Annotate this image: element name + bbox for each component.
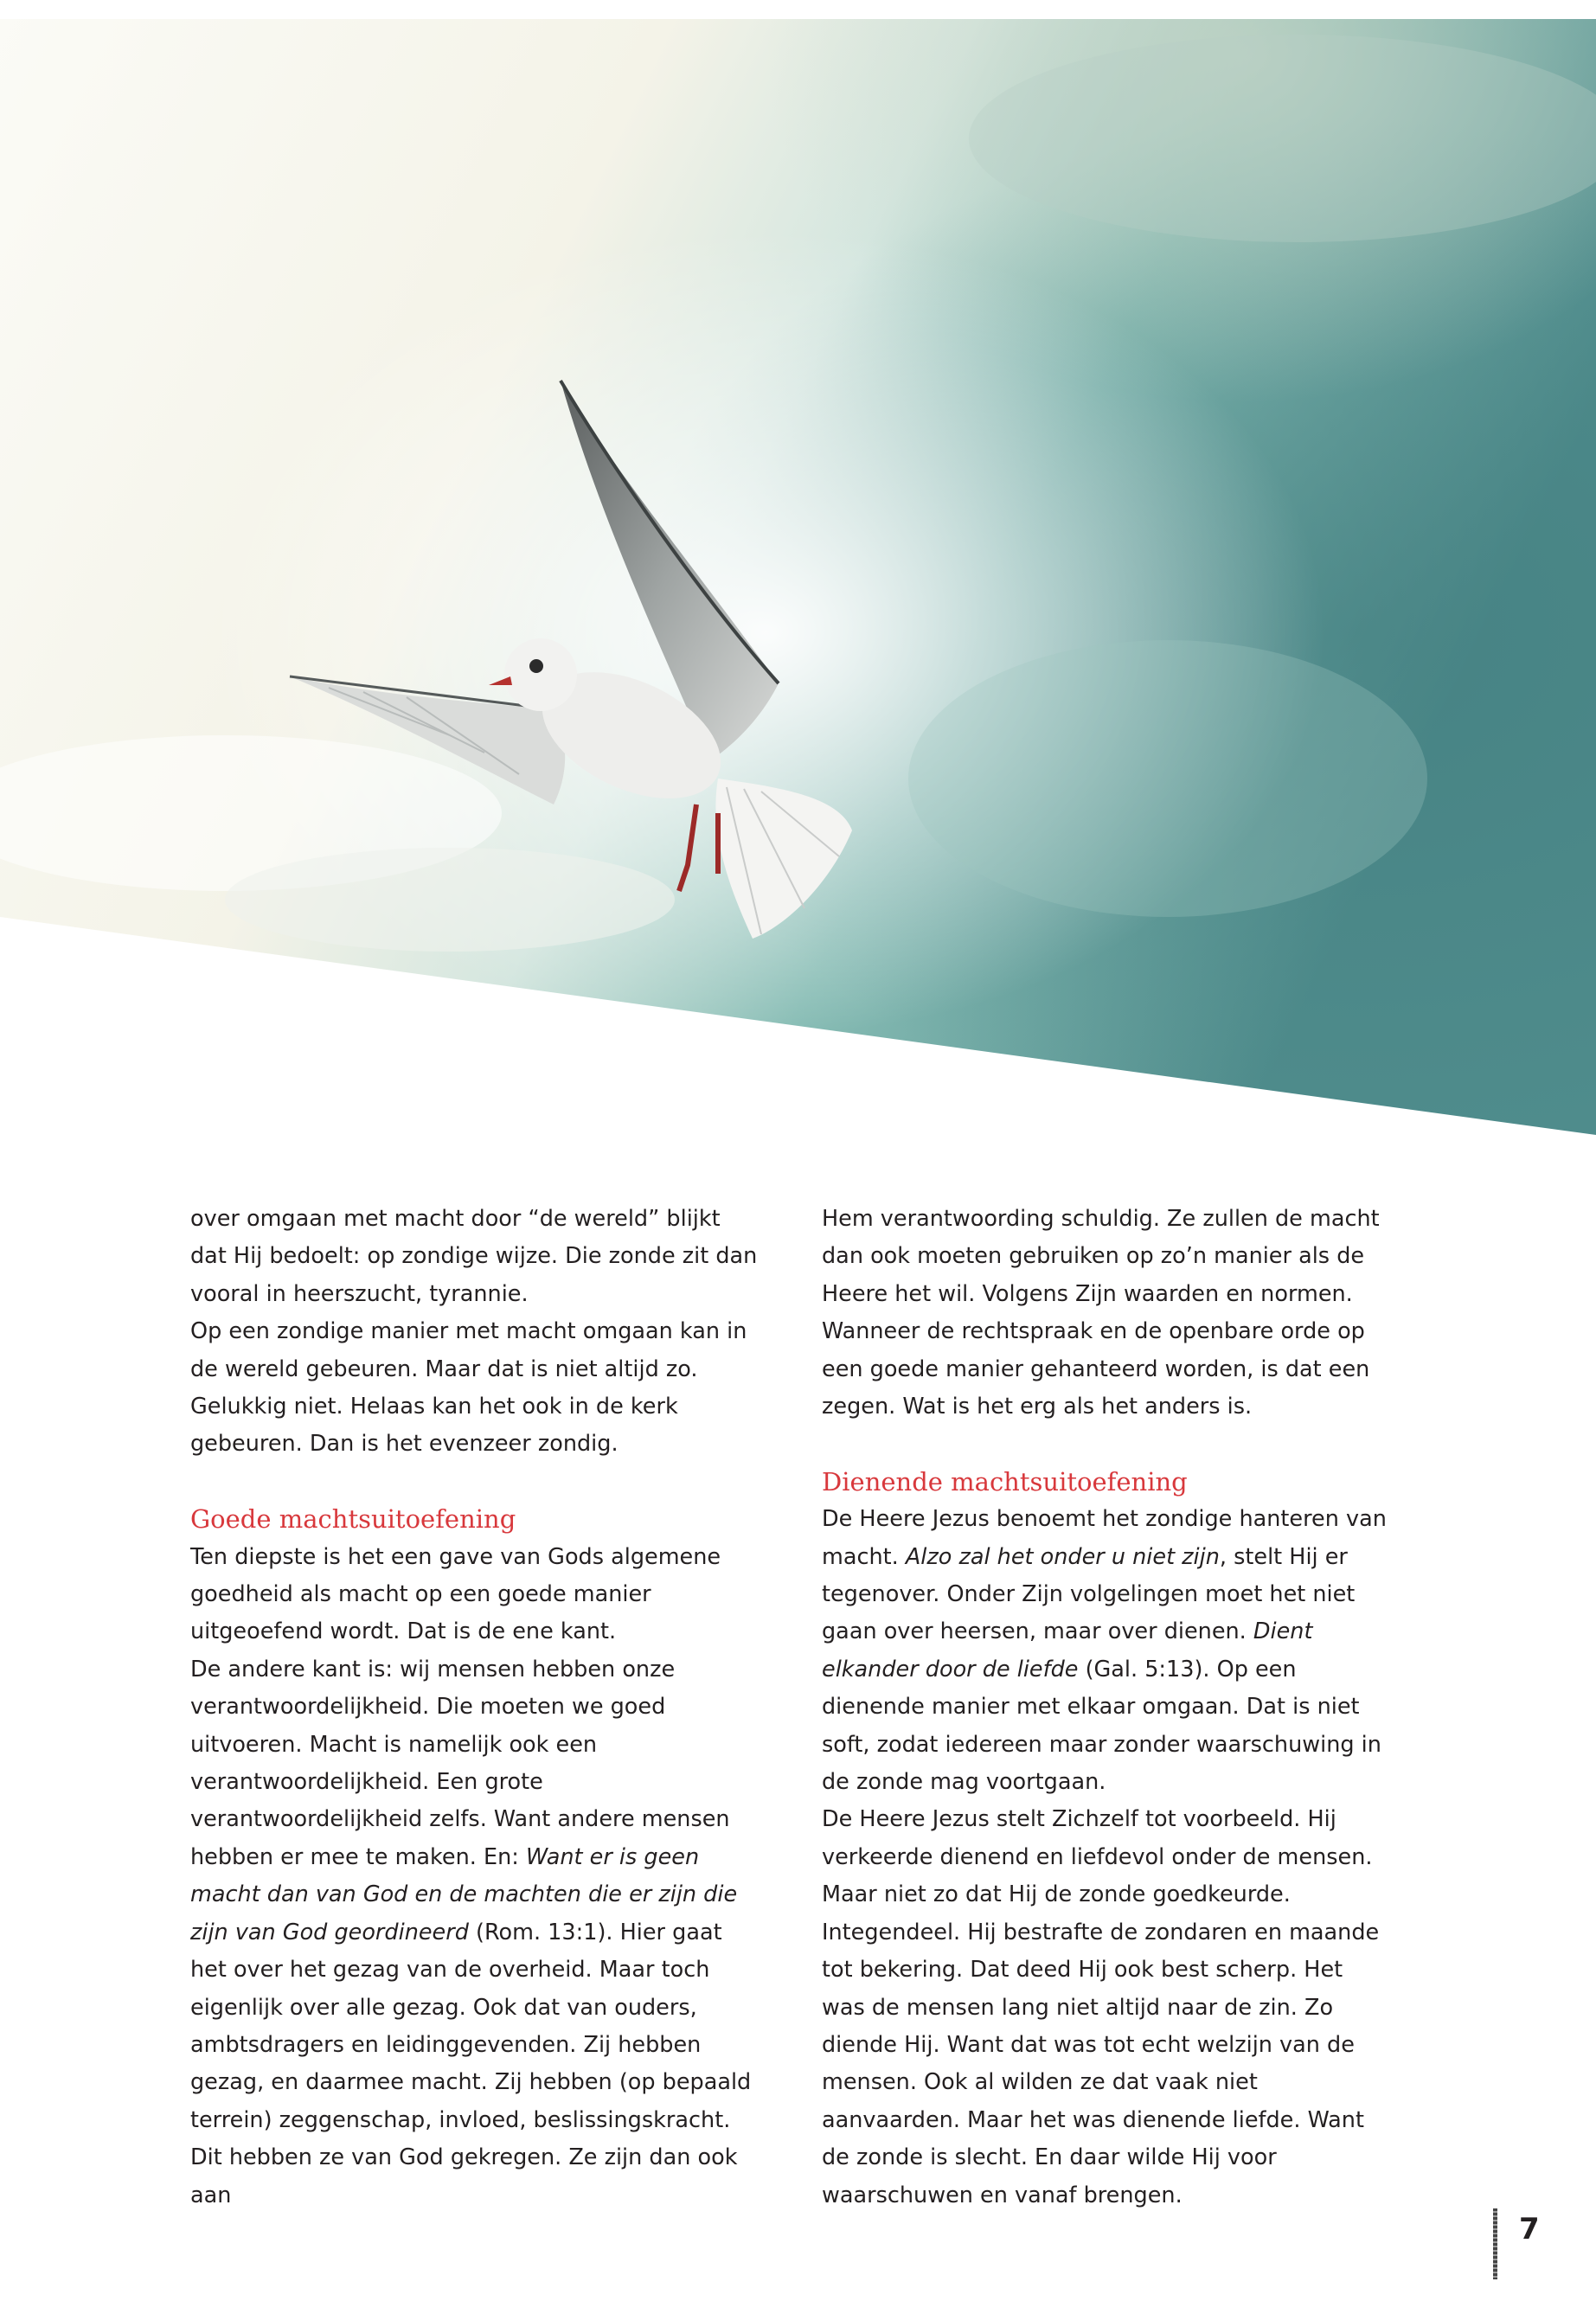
left-paragraph-4 [190, 1651, 761, 2214]
left-paragraph-2: Op een zondige manier met macht omgaan kan in de wereld gebeuren. Maar dat is niet altijd zo. Gelukkig niet. Helaas kan het ook in de kerk gebeuren. Dan is het evenzeer zondig. [190, 1318, 747, 1458]
right-paragraph-3 [822, 1501, 1393, 1801]
right-paragraph-1: Hem verantwoording schuldig. Ze zullen de macht dan ook moeten gebruiken op zo’n manier als de Heere het wil. Volgens Zijn waarden en normen. [822, 1206, 1380, 1307]
page-number: 7 [1519, 2212, 1540, 2247]
text-segment: De andere kant is: wij mensen hebben onze verantwoordelijkheid. Die moeten we goed uitvoeren. Macht is namelijk ook een verantwoordelijkheid. Een grote verantwoordelijkheid zelfs. Want andere mensen hebben er mee te maken. En: [190, 1656, 730, 1870]
left-text-column [190, 1201, 761, 2214]
page-number-rule [1493, 2208, 1497, 2279]
left-paragraph-3: Ten diepste is het een gave van Gods algemene goedheid als macht op een goede manier uitgeoefend wordt. Dat is de ene kant. [190, 1543, 721, 1645]
text-segment: (Gal. 5:13). Op een dienende manier met elkaar omgaan. Dat is niet soft, zodat iedereen maar zonder waarschuwing in de zonde mag voortgaan. [822, 1656, 1381, 1796]
spacer [190, 1464, 761, 1501]
text-segment: , stelt Hij er tegenover. Onder Zijn volgelingen moet het niet gaan over heersen, maar over dienen. [822, 1543, 1356, 1645]
left-paragraph-1: over omgaan met macht door “de wereld” blijkt dat Hij bedoelt: op zondige wijze. Die zonde zit dan vooral in heerszucht, tyrannie. [190, 1206, 758, 1307]
spacer [822, 1426, 1393, 1463]
section-heading-dienende-machtsuitoefening: Dienende machtsuitoefening [822, 1466, 1188, 1497]
hero-sky-photo [0, 0, 1596, 1150]
bible-quote-rom: Want er is geen macht dan van God en de machten die er zijn die zijn van God geordineerd [190, 1843, 738, 1945]
right-paragraph-4: De Heere Jezus stelt Zichzelf tot voorbeeld. Hij verkeerde dienend en liefdevol onder de mensen. Maar niet zo dat Hij de zonde goedkeurde. Integendeel. Hij bestrafte de zondaren en maande tot bekering. Dat deed Hij ook best scherp. Het was de mensen lang niet altijd naar de zin. Zo diende Hij. Want dat was tot echt welzijn van de mensen. Ook al wilden ze dat vaak niet aanvaarden. Maar het was dienende liefde. Want de zonde is slecht. En daar wilde Hij voor waarschuwen en vanaf brengen. [822, 1806, 1380, 2208]
text-segment: (Rom. 13:1). Hier gaat het over het gezag van de overheid. Maar toch eigenlijk over alle gezag. Ook dat van ouders, ambtsdragers en leidinggevenden. Zij hebben gezag, en daarmee macht. Zij hebben (op bepaald terrein) zeggenschap, invloed, beslissingskracht. Dit hebben ze van God gekregen. Ze zijn dan ook aan [190, 1919, 752, 2208]
bible-quote-matthew: Alzo zal het onder u niet zijn [905, 1543, 1220, 1570]
text-segment: De Heere Jezus benoemt het zondige hanteren van macht. [822, 1506, 1387, 1570]
bible-quote-gal: Dient elkander door de liefde [822, 1618, 1313, 1682]
right-text-column [822, 1201, 1393, 2214]
section-heading-goede-machtsuitoefening: Goede machtsuitoefening [190, 1504, 516, 1535]
right-paragraph-2: Wanneer de rechtspraak en de openbare orde op een goede manier gehanteerd worden, is dat een zegen. Wat is het erg als het anders is. [822, 1318, 1370, 1420]
page-footer [1493, 2208, 1562, 2279]
